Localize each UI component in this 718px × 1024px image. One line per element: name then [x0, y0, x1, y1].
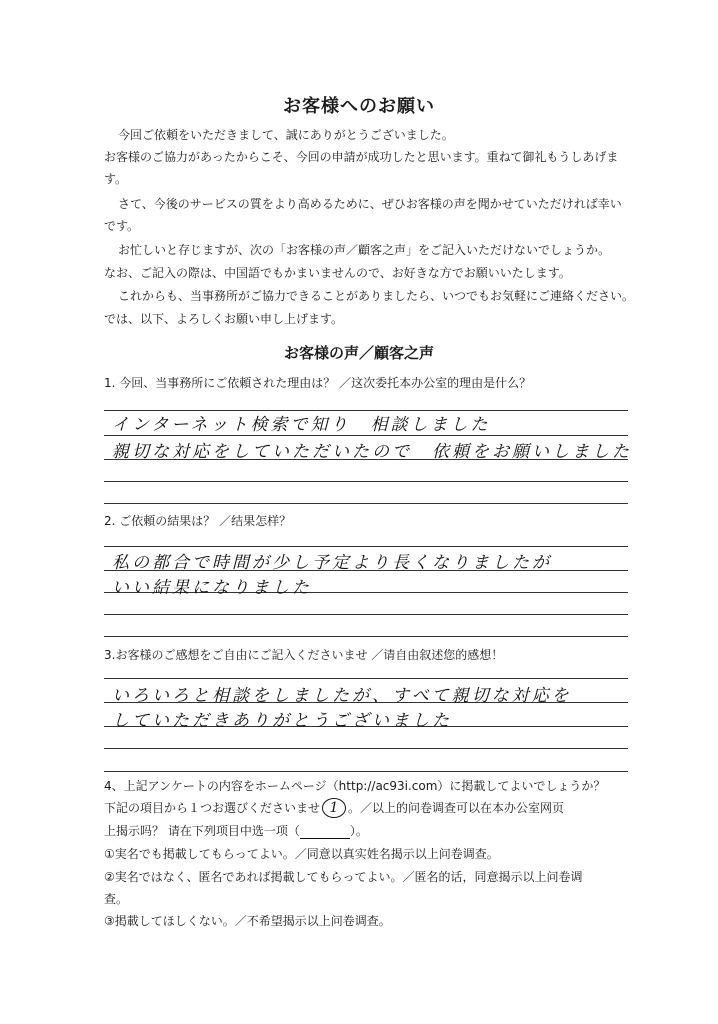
- intro-line: お客様のご協力があったからこそ、今回の申請が成功したと思います。重ねて御礼もうしあげま: [104, 150, 619, 164]
- question-1: 1. 今回、当事務所にご依頼された理由は？ ／这次委托本办公室的理由是什么？: [104, 376, 532, 390]
- intro-line: これからも、当事務所がご協力できることがありましたら、いつでもお気軽にご連絡ください。: [118, 289, 635, 303]
- intro-line: では、以下、よろしくお願い申し上げます。: [104, 312, 344, 326]
- intro-line: さて、今後のサービスの質をより高めるために、ぜひお客様の声を聞かせていただければ幸い: [118, 197, 622, 211]
- answer-rule: [104, 636, 628, 637]
- intro-line: お忙しいと存じますが、次の「お客様の声／顧客之声」をご記入いただけないでしょうか。: [118, 243, 611, 257]
- answer-rule: [104, 503, 628, 504]
- question-4-chinese-post: ）。: [349, 824, 368, 838]
- question-2: 2. ご依頼の結果は？ ／结果怎样？: [104, 514, 292, 528]
- intro-line: です。: [104, 219, 140, 233]
- handwritten-answer: いろいろと相談をしましたが、すべて親切な対応を: [112, 686, 572, 706]
- selected-option-answer: 1: [322, 798, 346, 818]
- answer-rule: [104, 546, 628, 547]
- handwritten-answer: していただきありがとうございました: [112, 711, 452, 731]
- question-4-chinese-pre: 上揭示吗？ 请在下列项目中选一项（: [104, 824, 300, 838]
- intro-line: なお、ご記入の際は、中国語でもかまいませんので、お好きな方でお願いいたします。: [104, 266, 571, 280]
- answer-rule: [104, 481, 628, 482]
- question-4-instruction-pre: 下記の項目から１つお選びくださいませ: [104, 801, 321, 815]
- question-4-instruction-post: 。／以上的问卷调查可以在本办公室网页: [348, 801, 565, 815]
- answer-rule: [104, 435, 628, 436]
- question-3: 3.お客様のご感想をご自由にご記入くださいませ ／请自由叙述您的感想！: [104, 648, 504, 662]
- intro-line: 今回ご依頼をいただきまして、誠にありがとうございました。: [118, 128, 454, 142]
- intro-line: す。: [104, 172, 128, 186]
- option-blank: [300, 826, 350, 839]
- handwritten-answer: インターネット検索で知り 相談しました: [112, 415, 491, 435]
- option-3: ③掲載してほしくない。／不希望揭示以上问卷调查。: [104, 914, 391, 928]
- section-title: お客様の声／顧客之声: [283, 344, 434, 362]
- question-4-chinese: [104, 822, 368, 839]
- option-1: ①実名でも掲載してもらってよい。／同意以真实姓名揭示以上问卷调查。: [104, 847, 499, 861]
- handwritten-answer: 親切な対応をしていただいたので 依頼をお願いしました: [112, 442, 632, 462]
- page-title: お客様へのお願い: [283, 96, 435, 117]
- answer-rule: [104, 748, 628, 749]
- question-4-instruction: [104, 798, 564, 818]
- option-2-cont: 查。: [104, 892, 129, 906]
- handwritten-answer: 私の都合で時間が少し予定より長くなりましたが: [112, 553, 552, 573]
- question-4: 4、上記アンケートの内容をホームページ（http://ac93i.com）に掲載してよいでしょうか？: [104, 779, 606, 793]
- option-2: ②実名ではなく、匿名であれば掲載してもらってよい。／匿名的话，同意揭示以上问卷调: [104, 870, 583, 884]
- answer-rule: [104, 771, 628, 772]
- answer-rule: [104, 678, 628, 679]
- answer-rule: [104, 614, 628, 615]
- handwritten-answer: いい結果になりました: [112, 578, 312, 598]
